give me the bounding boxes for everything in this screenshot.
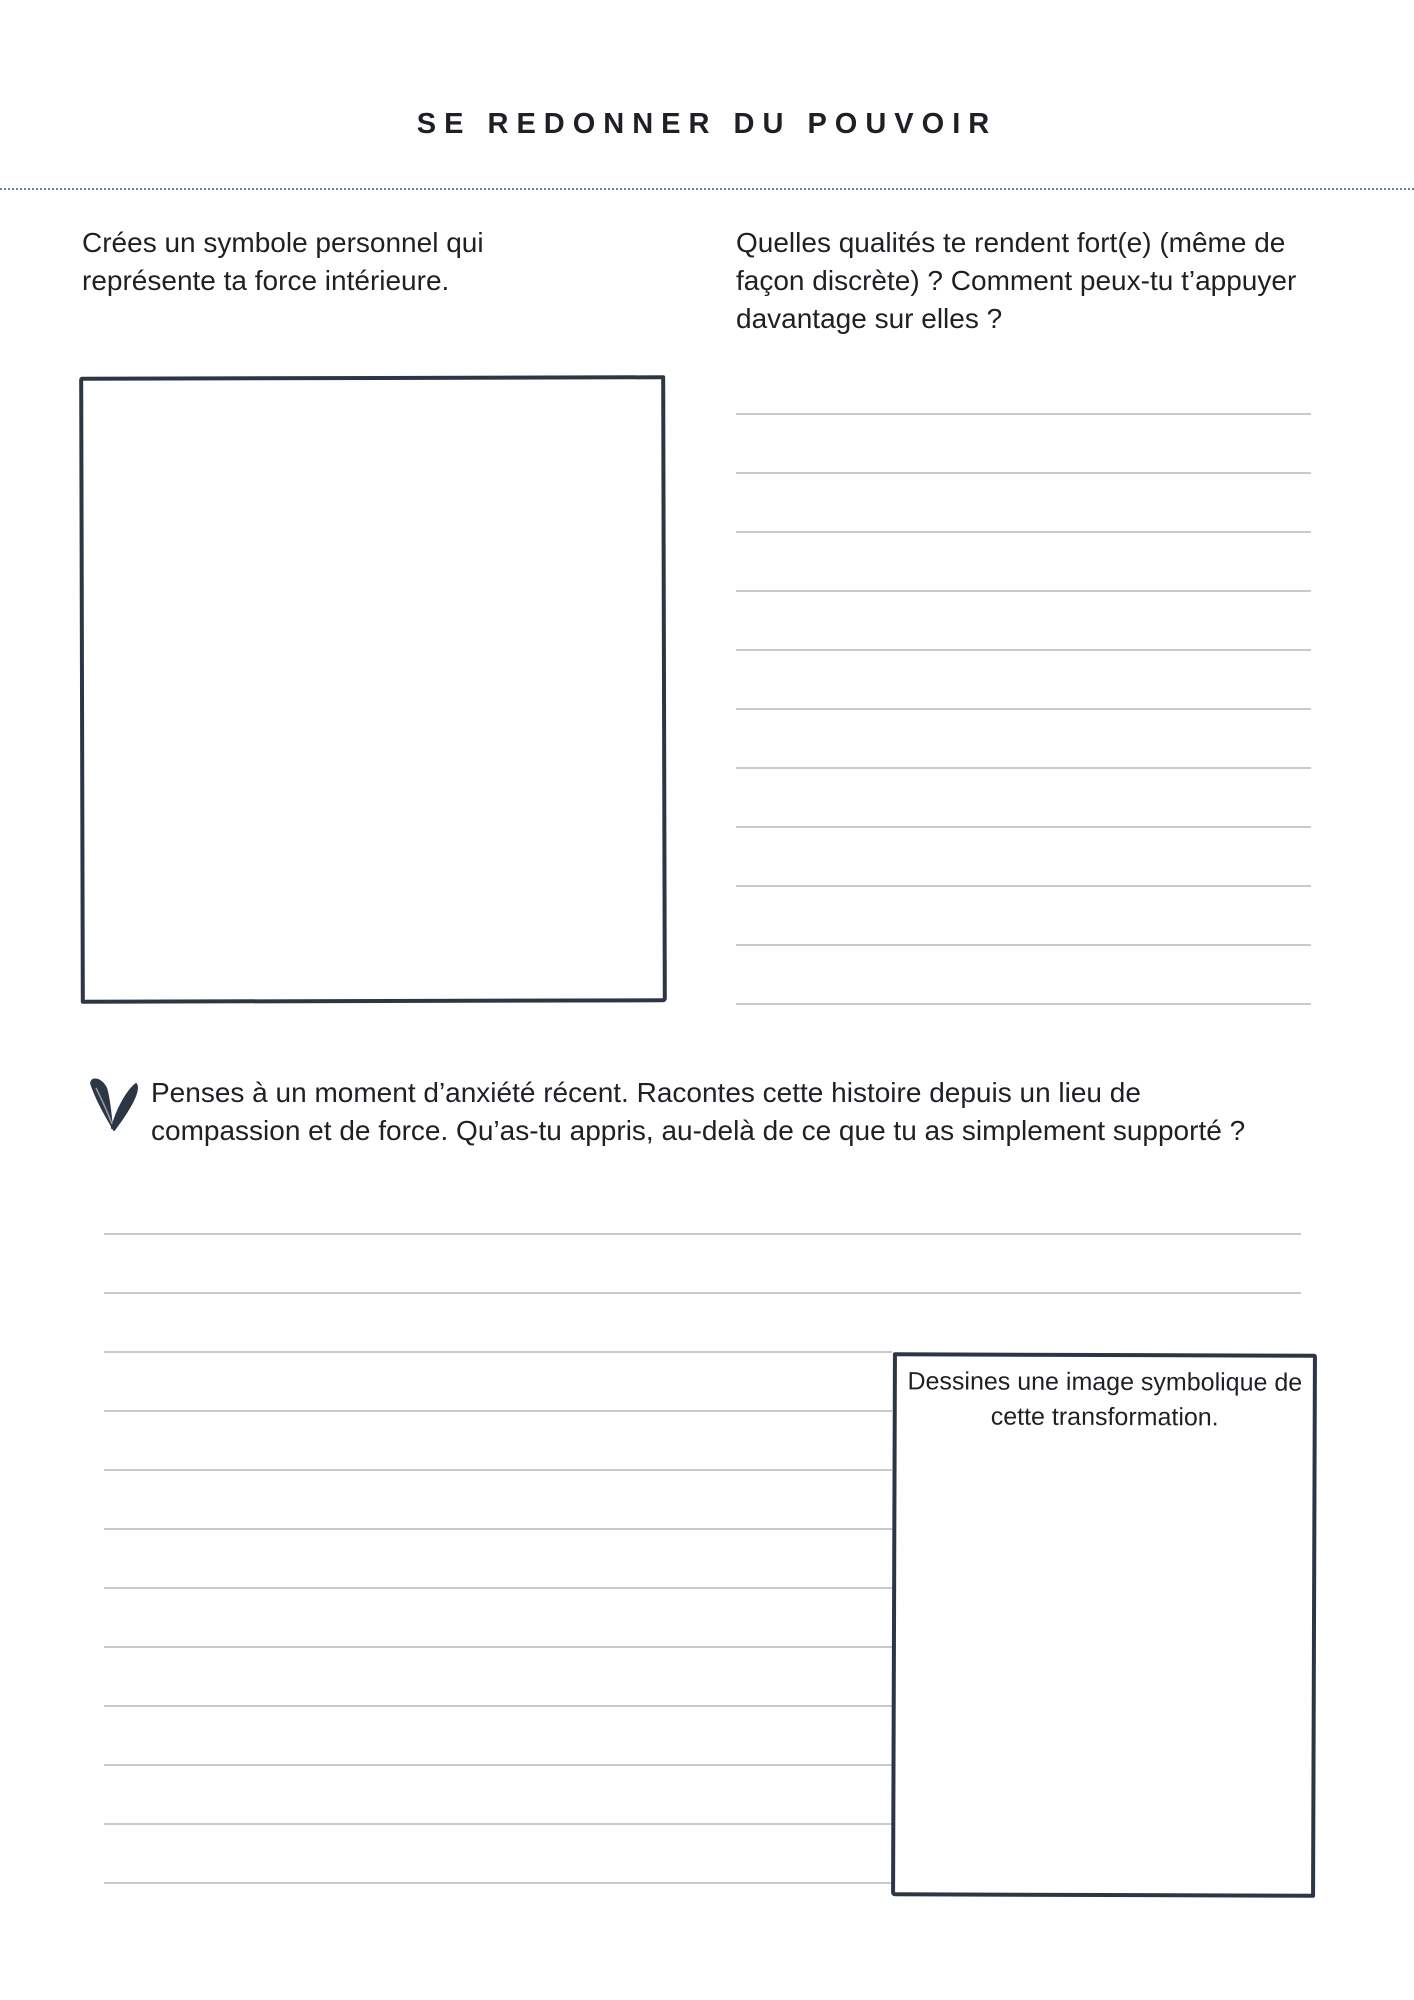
anxiety-prompt: Penses à un moment d’anxiété récent. Racontes cette histoire depuis un lieu de compassion et de force. Qu’as-tu appris, au-delà de ce que tu as simplement supporté ? — [151, 1077, 1246, 1146]
writing-line[interactable] — [736, 944, 1311, 946]
writing-line[interactable] — [104, 1410, 892, 1412]
writing-line[interactable] — [104, 1469, 892, 1471]
writing-line[interactable] — [104, 1646, 892, 1648]
writing-line[interactable] — [736, 767, 1311, 769]
writing-line[interactable] — [736, 885, 1311, 887]
symbol-prompt: Crées un symbole personnel qui représente ta force intérieure. — [82, 227, 484, 296]
page-title: SE REDONNER DU POUVOIR — [416, 108, 998, 140]
writing-line[interactable] — [104, 1882, 892, 1884]
writing-line[interactable] — [104, 1705, 892, 1707]
transformation-prompt: Dessines une image symbolique de cette transformation. — [907, 1367, 1303, 1432]
writing-line[interactable] — [736, 413, 1311, 415]
title-divider — [0, 188, 1414, 190]
writing-line[interactable] — [104, 1292, 1301, 1294]
writing-line[interactable] — [736, 590, 1311, 592]
symbol-drawing-box[interactable] — [79, 375, 667, 1004]
writing-line[interactable] — [736, 1003, 1311, 1005]
writing-line[interactable] — [104, 1587, 892, 1589]
writing-line[interactable] — [736, 826, 1311, 828]
writing-line[interactable] — [736, 708, 1311, 710]
writing-line[interactable] — [104, 1233, 1301, 1235]
writing-line[interactable] — [736, 472, 1311, 474]
writing-line[interactable] — [736, 649, 1311, 651]
heart-checkmark-icon — [86, 1076, 140, 1134]
writing-line[interactable] — [104, 1823, 892, 1825]
writing-line[interactable] — [104, 1764, 892, 1766]
writing-line[interactable] — [736, 531, 1311, 533]
writing-line[interactable] — [104, 1351, 892, 1353]
transformation-drawing-box[interactable] — [891, 1352, 1317, 1897]
writing-line[interactable] — [104, 1528, 892, 1530]
qualities-prompt: Quelles qualités te rendent fort(e) (même de façon discrète) ? Comment peux-tu t’appuyer davantage sur elles ? — [736, 227, 1297, 334]
